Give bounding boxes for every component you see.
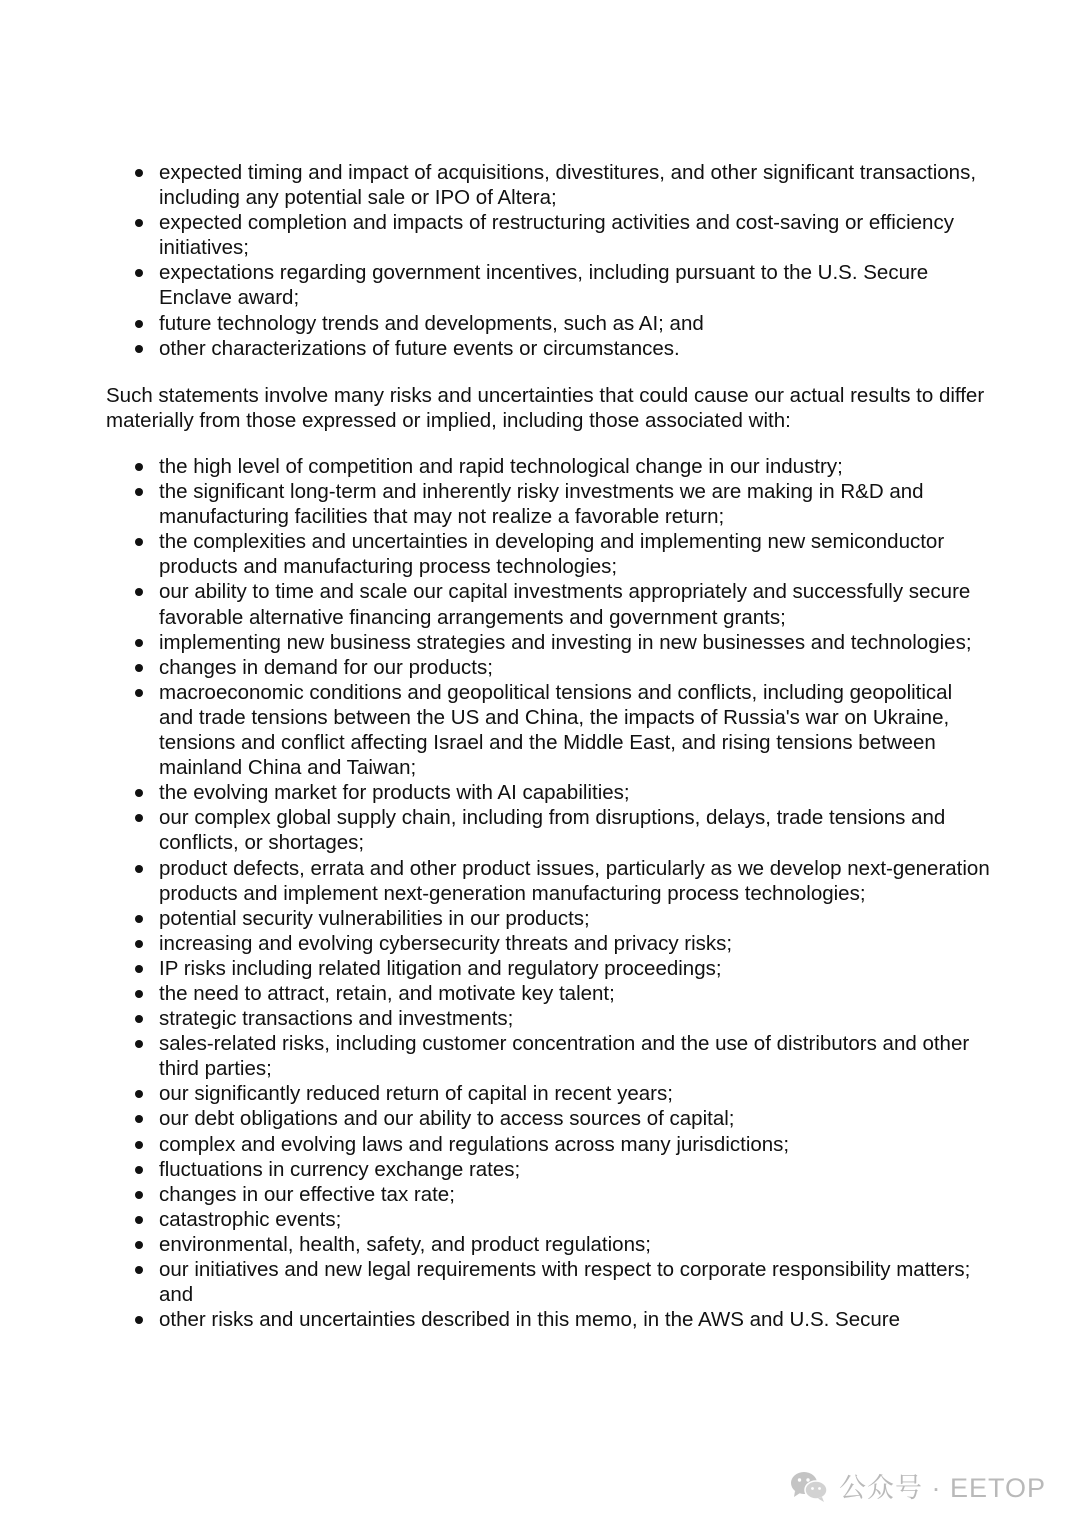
list-item [0,680,1080,780]
list-item [0,956,1080,981]
list-item-text: IP risks including related litigation and regulatory proceedings; [159,956,722,980]
list-item-text: increasing and evolving cybersecurity threats and privacy risks; [159,931,733,955]
bullet-icon [135,789,143,797]
list-item [0,160,1080,210]
watermark-text: 公众号 · EETOP [838,1473,1046,1503]
bullet-icon [135,865,143,873]
wechat-icon [789,1469,829,1503]
list-item-text: fluctuations in currency exchange rates; [159,1157,521,1181]
list-item-text: the need to attract, retain, and motivate key talent; [159,981,615,1005]
bullet-icon [135,940,143,948]
list-item-text: environmental, health, safety, and product regulations; [159,1232,651,1256]
list-item-text: catastrophic events; [159,1207,342,1231]
bullet-icon [135,1316,143,1324]
list-item-text: expected completion and impacts of restructuring activities and cost-saving or efficiency initiatives; [159,211,954,260]
bullet-icon [135,169,143,177]
list-item-text: sales-related risks, including customer concentration and the use of distributors and other third parties; [159,1032,970,1081]
list-item-text: our complex global supply chain, including from disruptions, delays, trade tensions and conflicts, or shortages; [159,806,946,855]
list-item [0,856,1080,906]
list-item-text: complex and evolving laws and regulations across many jurisdictions; [159,1132,790,1156]
list-item [0,981,1080,1006]
list-item [0,1307,1080,1332]
list-item-text: our ability to time and scale our capital investments appropriately and successfully secure favorable alternative financing arrangements and government grants; [159,580,971,629]
list-item [0,1232,1080,1257]
bullet-icon [135,639,143,647]
list-item [0,1157,1080,1182]
list-item-text: changes in demand for our products; [159,655,493,679]
list-item [0,1031,1080,1081]
list-item-text: strategic transactions and investments; [159,1007,514,1031]
risk-intro-paragraph: Such statements involve many risks and uncertainties that could cause our actual results to differ materially from those expressed or implied, including those associated with: [106,384,985,433]
list-item [0,906,1080,931]
bullet-icon [135,463,143,471]
bullet-icon [135,1015,143,1023]
bullet-icon [135,269,143,277]
bullet-icon [135,320,143,328]
watermark [789,1466,1046,1505]
bullet-icon [135,1040,143,1048]
list-item-text: our debt obligations and our ability to access sources of capital; [159,1107,735,1131]
list-item [0,1132,1080,1157]
list-item-text: future technology trends and developments, such as AI; and [159,311,704,335]
list-item-text: our significantly reduced return of capital in recent years; [159,1082,673,1106]
list-item [0,479,1080,529]
bullet-icon [135,1266,143,1274]
bullet-icon [135,1090,143,1098]
list-item [0,1207,1080,1232]
list-item-text: macroeconomic conditions and geopolitical tensions and conflicts, including geopolitical and trade tensions between the US and China, the impacts of Russia's war on Ukraine, tensions and conflict affecting Israel and the Middle East, and rising tensions between mainland China and Taiwan; [159,680,953,780]
bullet-icon [135,1141,143,1149]
bullet-icon [135,689,143,697]
list-item [0,1006,1080,1031]
list-item [0,260,1080,310]
bullet-icon [135,990,143,998]
bullet-icon [135,814,143,822]
list-item [0,529,1080,579]
list-item-text: expectations regarding government incentives, including pursuant to the U.S. Secure Enclave award; [159,261,929,310]
list-item [0,210,1080,260]
list-item-text: implementing new business strategies and investing in new businesses and technologies; [159,630,972,654]
list-item [0,1182,1080,1207]
list-item-text: other characterizations of future events or circumstances. [159,336,680,360]
list-item-text: the high level of competition and rapid technological change in our industry; [159,455,843,478]
bullet-icon [135,1241,143,1249]
list-item-text: the complexities and uncertainties in developing and implementing new semiconductor products and manufacturing process technologies; [159,530,945,579]
bullet-icon [135,1166,143,1174]
bullet-icon [135,345,143,353]
list-item-text: expected timing and impact of acquisitions, divestitures, and other significant transactions, including any potential sale or IPO of Altera; [159,161,977,210]
forward-looking-list [0,160,1080,361]
list-item [0,805,1080,855]
bullet-icon [135,488,143,496]
list-item-text: potential security vulnerabilities in our products; [159,906,590,930]
list-item [0,1257,1080,1307]
list-item [0,579,1080,629]
bullet-icon [135,1216,143,1224]
list-item-text: changes in our effective tax rate; [159,1182,455,1206]
list-item-text: our initiatives and new legal requirements with respect to corporate responsibility matters; and [159,1258,971,1307]
bullet-icon [135,965,143,973]
list-item-text: other risks and uncertainties described in this memo, in the AWS and U.S. Secure [159,1308,901,1332]
list-item [0,454,1080,479]
bullet-icon [135,1115,143,1123]
list-item [0,655,1080,680]
bullet-icon [135,538,143,546]
list-item [0,1106,1080,1131]
list-item [0,1081,1080,1106]
bullet-icon [135,588,143,596]
list-item [0,311,1080,336]
list-item [0,780,1080,805]
list-item [0,931,1080,956]
bullet-icon [135,915,143,923]
list-item-text: the evolving market for products with AI capabilities; [159,781,630,805]
list-item-text: the significant long-term and inherently risky investments we are making in R&D and manufacturing facilities that may not realize a favorable return; [159,480,924,529]
bullet-icon [135,1191,143,1199]
list-item-text: product defects, errata and other product issues, particularly as we develop next-generation products and implement next-generation manufacturing process technologies; [159,856,990,905]
bullet-icon [135,664,143,672]
risk-factors-list [0,454,1080,1332]
list-item [0,336,1080,361]
bullet-icon [135,219,143,227]
list-item [0,630,1080,655]
